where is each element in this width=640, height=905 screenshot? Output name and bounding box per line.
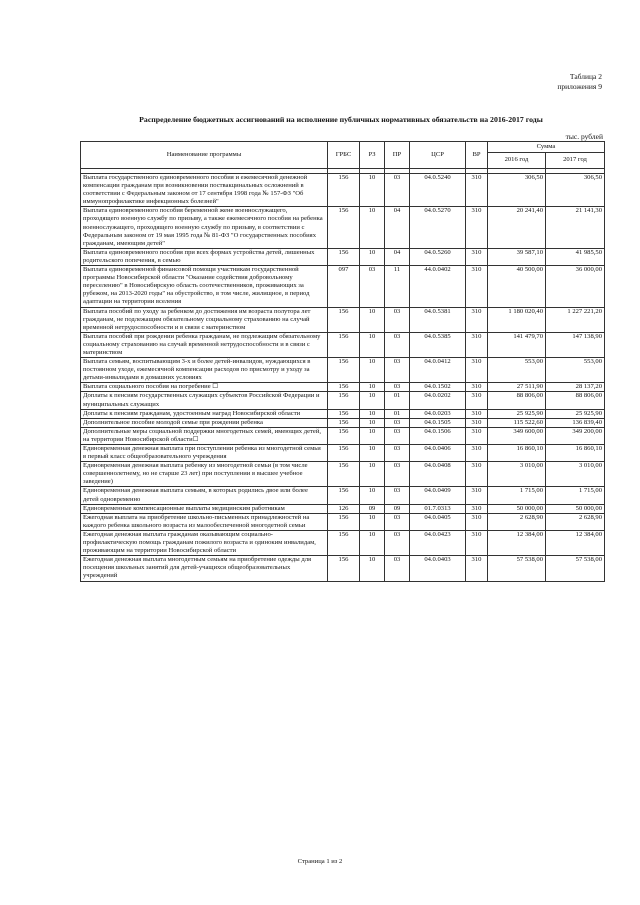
pr-cell: 11 (385, 266, 410, 307)
amount-2016-cell: 349 600,00 (488, 427, 546, 444)
document-title: Распределение бюджетных ассигнований на исполнение публичных нормативных обязательств на 2016-2017 годы (139, 115, 543, 124)
vr-cell: 310 (466, 504, 488, 513)
grbs-cell: 156 (328, 207, 360, 248)
csr-cell: 04.0.5385 (410, 332, 466, 357)
amount-2017-cell: 28 137,20 (546, 383, 605, 392)
appendix-label: приложения 9 (557, 82, 602, 91)
rz-cell: 10 (360, 487, 385, 504)
table-row (81, 174, 605, 207)
col-header-2017: 2017 год (546, 153, 605, 169)
grbs-cell: 156 (328, 383, 360, 392)
grbs-cell: 156 (328, 487, 360, 504)
row-name-cell: Выплата пособий по уходу за ребенком до достижения им возраста полутора лет гражданам, не подлежащим обязательному социальному страхованию на случай временной нетрудоспособности и в связи с материнством (81, 307, 328, 332)
amount-2017-cell: 36 000,00 (546, 266, 605, 307)
vr-cell: 310 (466, 556, 488, 581)
table-row (81, 248, 605, 265)
amount-2016-cell: 40 500,00 (488, 266, 546, 307)
grbs-cell: 156 (328, 513, 360, 530)
col-header-grbs: ГРБС (328, 142, 360, 169)
table-row (81, 418, 605, 427)
amount-2017-cell: 136 839,40 (546, 418, 605, 427)
csr-cell: 04.0.5260 (410, 248, 466, 265)
amount-2016-cell: 20 241,40 (488, 207, 546, 248)
grbs-cell: 156 (328, 418, 360, 427)
pr-cell: 03 (385, 445, 410, 462)
col-header-csr: ЦСР (410, 142, 466, 169)
pr-cell: 03 (385, 487, 410, 504)
table-label: Таблица 2 (569, 72, 602, 81)
amount-2016-cell: 3 010,00 (488, 462, 546, 487)
row-name-cell: Выплата единовременного пособия беременной жене военнослужащего, проходящего военную службу по призыву, а также ежемесячного пособия на ребенка военнослужащего, проходящего военную службу по призыву, в соответствии с Федеральным законом от 19 мая 1995 года № 81-ФЗ "О государственных пособиях гражданам, имеющим детей" (81, 207, 328, 248)
csr-cell: 04.0.0203 (410, 409, 466, 418)
amount-2016-cell: 25 925,90 (488, 409, 546, 418)
table-row (81, 513, 605, 530)
vr-cell: 310 (466, 307, 488, 332)
units-label: тыс. рублей (565, 132, 603, 141)
table-row (81, 392, 605, 409)
col-header-sum: Сумма (488, 142, 605, 153)
amount-2016-cell: 16 860,10 (488, 445, 546, 462)
row-name-cell: Единовременная денежная выплата при поступлении ребенка из многодетной семьи в первый класс общеобразовательного учреждения (81, 445, 328, 462)
row-name-cell: Выплата единовременного пособия при всех формах устройства детей, лишенных родительского попечения, в семью (81, 248, 328, 265)
pr-cell: 09 (385, 504, 410, 513)
pr-cell: 01 (385, 409, 410, 418)
row-name-cell: Ежегодная выплата на приобретение школьно-письменных принадлежностей на каждого ребенка школьного возраста из малообеспеченной многодетной семьи (81, 513, 328, 530)
grbs-cell: 156 (328, 409, 360, 418)
grbs-cell: 156 (328, 248, 360, 265)
grbs-cell: 156 (328, 358, 360, 383)
vr-cell: 310 (466, 462, 488, 487)
rz-cell: 10 (360, 207, 385, 248)
csr-cell: 04.0.1506 (410, 427, 466, 444)
amount-2017-cell: 349 200,00 (546, 427, 605, 444)
table-row (81, 487, 605, 504)
grbs-cell: 156 (328, 445, 360, 462)
amount-2016-cell: 57 538,00 (488, 556, 546, 581)
pr-cell: 04 (385, 248, 410, 265)
rz-cell: 10 (360, 248, 385, 265)
grbs-cell: 156 (328, 307, 360, 332)
csr-cell: 04.0.1502 (410, 383, 466, 392)
pr-cell: 03 (385, 418, 410, 427)
csr-cell: 04.0.0405 (410, 513, 466, 530)
csr-cell: 04.0.0409 (410, 487, 466, 504)
rz-cell: 10 (360, 392, 385, 409)
grbs-cell: 156 (328, 427, 360, 444)
csr-cell: 04.0.0406 (410, 445, 466, 462)
row-name-cell: Ежегодная денежная выплата гражданам оказывающим социально-профилактическую помощь гражданам пожилого возраста и одиноким инвалидам, проживающим на территории Новосибирской области (81, 530, 328, 555)
rz-cell: 10 (360, 332, 385, 357)
vr-cell: 310 (466, 332, 488, 357)
csr-cell: 04.0.0412 (410, 358, 466, 383)
row-name-cell: Доплаты к пенсиям гражданам, удостоенным наград Новосибирской области (81, 409, 328, 418)
table-row (81, 462, 605, 487)
pr-cell: 04 (385, 207, 410, 248)
amount-2016-cell: 141 479,70 (488, 332, 546, 357)
amount-2017-cell: 21 141,30 (546, 207, 605, 248)
vr-cell: 310 (466, 418, 488, 427)
amount-2017-cell: 553,00 (546, 358, 605, 383)
csr-cell: 04.0.0408 (410, 462, 466, 487)
amount-2016-cell: 115 522,60 (488, 418, 546, 427)
col-header-pr: ПР (385, 142, 410, 169)
grbs-cell: 156 (328, 392, 360, 409)
pr-cell: 03 (385, 332, 410, 357)
amount-2016-cell: 27 511,90 (488, 383, 546, 392)
table-row (81, 530, 605, 555)
amount-2017-cell: 16 860,10 (546, 445, 605, 462)
amount-2016-cell: 12 384,00 (488, 530, 546, 555)
rz-cell: 03 (360, 266, 385, 307)
vr-cell: 310 (466, 266, 488, 307)
amount-2017-cell: 12 384,00 (546, 530, 605, 555)
csr-cell: 44.0.0402 (410, 266, 466, 307)
vr-cell: 310 (466, 248, 488, 265)
row-name-cell: Единовременная денежная выплата семьям, в которых родились двое или более детей одновременно (81, 487, 328, 504)
vr-cell: 310 (466, 409, 488, 418)
vr-cell: 310 (466, 383, 488, 392)
rz-cell: 10 (360, 462, 385, 487)
rz-cell: 10 (360, 307, 385, 332)
amount-2016-cell: 1 715,00 (488, 487, 546, 504)
csr-cell: 04.0.0423 (410, 530, 466, 555)
rz-cell: 10 (360, 418, 385, 427)
row-name-cell: Выплата единовременной финансовой помощи участникам государственной программы Новосибирской области "Оказание содействия добровольному переселению" в Новосибирскую область соотечественников, проживающих за рубежом, на 2013-2020 годы" на обустройство, в том числе, жилищное, в период адаптации на территории вселения (81, 266, 328, 307)
pr-cell: 03 (385, 307, 410, 332)
pr-cell: 03 (385, 358, 410, 383)
pr-cell: 03 (385, 530, 410, 555)
table-row (81, 504, 605, 513)
grbs-cell: 156 (328, 462, 360, 487)
pr-cell: 03 (385, 556, 410, 581)
table-row (81, 332, 605, 357)
table-row (81, 409, 605, 418)
vr-cell: 310 (466, 427, 488, 444)
row-name-cell: Единовременные компенсационные выплаты медицинским работникам (81, 504, 328, 513)
amount-2017-cell: 50 000,00 (546, 504, 605, 513)
grbs-cell: 156 (328, 530, 360, 555)
row-name-cell: Единовременная денежная выплата ребенку из многодетной семьи (в том числе совершеннолетнему, но не старше 23 лет) при поступлении в высшее учебное заведение) (81, 462, 328, 487)
budget-table (80, 141, 605, 582)
rz-cell: 09 (360, 504, 385, 513)
row-name-cell: Дополнительное пособие молодой семье при рождении ребенка (81, 418, 328, 427)
amount-2017-cell: 57 538,00 (546, 556, 605, 581)
rz-cell: 10 (360, 409, 385, 418)
amount-2016-cell: 39 587,10 (488, 248, 546, 265)
rz-cell: 10 (360, 383, 385, 392)
vr-cell: 310 (466, 513, 488, 530)
amount-2016-cell: 553,00 (488, 358, 546, 383)
rz-cell: 10 (360, 174, 385, 207)
table-row (81, 358, 605, 383)
pr-cell: 03 (385, 174, 410, 207)
row-name-cell: Выплата семьям, воспитывающим 3-х и более детей-инвалидов, нуждающихся в постоянном уходе, ежемесячной компенсации расходов по присмотру и уходу за детьми-инвалидами в домашних условиях (81, 358, 328, 383)
row-name-cell: Выплата государственного единовременного пособия и ежемесячной денежной компенсации гражданам при возникновении поствакцинальных осложнений в соответствии с Федеральным законом от 17 сентября 1998 года № 157-ФЗ "Об иммунопрофилактике инфекционных болезней" (81, 174, 328, 207)
rz-cell: 10 (360, 513, 385, 530)
row-name-cell: Выплата пособий при рождении ребенка гражданам, не подлежащим обязательному социальному страхованию на случай временной нетрудоспособности и в связи с материнством (81, 332, 328, 357)
col-header-name: Наименование программы (81, 142, 328, 169)
rz-cell: 10 (360, 556, 385, 581)
col-header-vr: ВР (466, 142, 488, 169)
appendix-reference (557, 72, 602, 92)
table-body (81, 169, 605, 582)
rz-cell: 10 (360, 358, 385, 383)
vr-cell: 310 (466, 530, 488, 555)
vr-cell: 310 (466, 392, 488, 409)
table-row (81, 266, 605, 307)
page-footer: Страница 1 из 2 (297, 858, 343, 865)
grbs-cell: 156 (328, 174, 360, 207)
pr-cell: 03 (385, 513, 410, 530)
amount-2017-cell: 2 628,90 (546, 513, 605, 530)
amount-2017-cell: 1 227 221,20 (546, 307, 605, 332)
row-name-cell: Ежегодная денежная выплата многодетным семьям на приобретение одежды для посещения школьных занятий для детей-учащихся общеобразовательных учреждений (81, 556, 328, 581)
table-row (81, 445, 605, 462)
csr-cell: 04.0.0403 (410, 556, 466, 581)
rz-cell: 10 (360, 530, 385, 555)
amount-2016-cell: 1 180 020,40 (488, 307, 546, 332)
col-header-2016: 2016 год (488, 153, 546, 169)
table-row (81, 383, 605, 392)
vr-cell: 310 (466, 445, 488, 462)
table-row (81, 307, 605, 332)
row-name-cell: Выплата социального пособия на погребение ☐ (81, 383, 328, 392)
row-name-cell: Доплаты к пенсиям государственных служащих субъектов Российской Федерации и муниципальных служащих (81, 392, 328, 409)
table-row (81, 427, 605, 444)
pr-cell: 01 (385, 392, 410, 409)
amount-2017-cell: 147 138,90 (546, 332, 605, 357)
amount-2017-cell: 1 715,00 (546, 487, 605, 504)
rz-cell: 10 (360, 427, 385, 444)
csr-cell: 04.0.0202 (410, 392, 466, 409)
table-row (81, 556, 605, 581)
amount-2016-cell: 2 628,90 (488, 513, 546, 530)
amount-2017-cell: 41 985,50 (546, 248, 605, 265)
grbs-cell: 156 (328, 556, 360, 581)
pr-cell: 03 (385, 383, 410, 392)
pr-cell: 03 (385, 427, 410, 444)
amount-2017-cell: 306,50 (546, 174, 605, 207)
grbs-cell: 156 (328, 332, 360, 357)
vr-cell: 310 (466, 358, 488, 383)
amount-2017-cell: 3 010,00 (546, 462, 605, 487)
col-header-rz: РЗ (360, 142, 385, 169)
pr-cell: 03 (385, 462, 410, 487)
vr-cell: 310 (466, 487, 488, 504)
amount-2017-cell: 25 925,90 (546, 409, 605, 418)
amount-2017-cell: 88 806,00 (546, 392, 605, 409)
grbs-cell: 126 (328, 504, 360, 513)
amount-2016-cell: 50 000,00 (488, 504, 546, 513)
csr-cell: 01.7.0313 (410, 504, 466, 513)
rz-cell: 10 (360, 445, 385, 462)
csr-cell: 04.0.1505 (410, 418, 466, 427)
grbs-cell: 097 (328, 266, 360, 307)
csr-cell: 04.0.5381 (410, 307, 466, 332)
vr-cell: 310 (466, 174, 488, 207)
vr-cell: 310 (466, 207, 488, 248)
table-row (81, 207, 605, 248)
amount-2016-cell: 88 806,00 (488, 392, 546, 409)
csr-cell: 04.0.5240 (410, 174, 466, 207)
csr-cell: 04.0.5270 (410, 207, 466, 248)
row-name-cell: Дополнительные меры социальной поддержки многодетных семей, имеющих детей, на территории Новосибирской области☐ (81, 427, 328, 444)
amount-2016-cell: 306,50 (488, 174, 546, 207)
